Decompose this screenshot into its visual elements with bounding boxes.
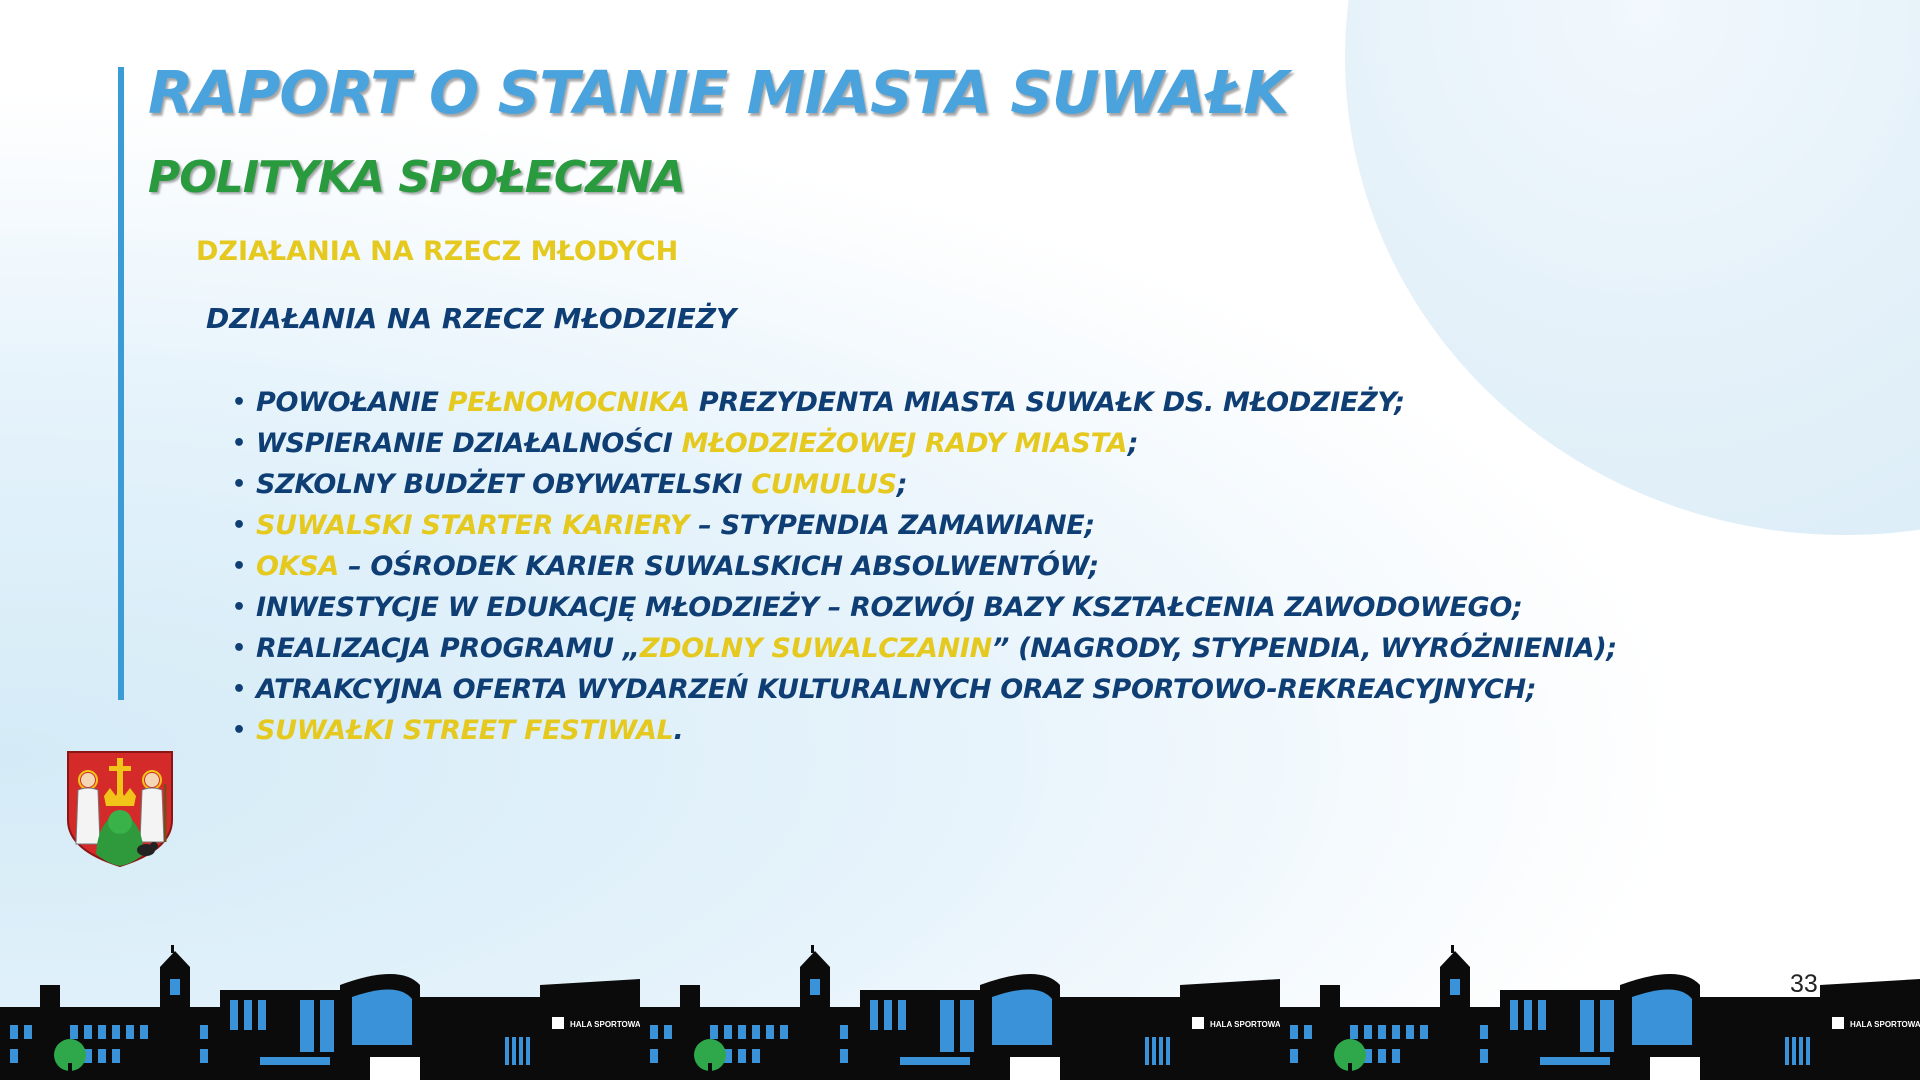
bullet-dot: • — [232, 718, 246, 743]
bullet-item — [230, 587, 1617, 628]
city-skyline-icon — [0, 945, 1920, 1080]
bullet-item — [230, 382, 1617, 423]
bullet-text: – OŚRODEK KARIER SUWALSKICH ABSOLWENTÓW; — [339, 551, 1099, 582]
bullet-item — [230, 423, 1617, 464]
slide-title: RAPORT O STANIE MIASTA SUWAŁK — [148, 58, 1289, 127]
bullet-highlight: SUWALSKI STARTER KARIERY — [256, 510, 690, 541]
bullet-text: PREZYDENTA MIASTA SUWAŁK DS. MŁODZIEŻY; — [689, 387, 1405, 418]
bullet-text: ; — [896, 469, 908, 500]
bullet-dot: • — [232, 431, 246, 456]
coat-of-arms-icon — [66, 750, 174, 868]
bullet-item — [230, 628, 1617, 669]
slide-subtitle: POLITYKA SPOŁECZNA — [148, 152, 685, 203]
bullet-item — [230, 464, 1617, 505]
bullet-text: . — [673, 715, 684, 746]
bullet-text: ; — [1127, 428, 1139, 459]
bullet-dot: • — [232, 554, 246, 579]
bullet-text: – STYPENDIA ZAMAWIANE; — [689, 510, 1095, 541]
bullet-text: INWESTYCJE W EDUKACJĘ MŁODZIEŻY – ROZWÓJ BAZY KSZTAŁCENIA ZAWODOWEGO; — [256, 592, 1523, 623]
bullet-dot: • — [232, 595, 246, 620]
section-subheading: DZIAŁANIA NA RZECZ MŁODZIEŻY — [206, 302, 737, 335]
bullet-text: POWOŁANIE — [256, 387, 448, 418]
bullet-dot: • — [232, 472, 246, 497]
bullet-highlight: OKSA — [256, 551, 340, 582]
bullet-item — [230, 505, 1617, 546]
bullet-highlight: SUWAŁKI STREET FESTIWAL — [256, 715, 674, 746]
bullet-text: REALIZACJA PROGRAMU „ — [256, 633, 640, 664]
page-number: 33 — [1790, 970, 1818, 998]
bullet-dot: • — [232, 390, 246, 415]
bullet-item — [230, 710, 1617, 751]
bullet-highlight: ZDOLNY SUWALCZANIN — [639, 633, 992, 664]
bullet-text: ” (NAGRODY, STYPENDIA, WYRÓŻNIENIA); — [991, 633, 1617, 664]
bullet-highlight: PEŁNOMOCNIKA — [447, 387, 690, 418]
bullet-text: WSPIERANIE DZIAŁALNOŚCI — [256, 428, 682, 459]
bullet-highlight: MŁODZIEŻOWEJ RADY MIASTA — [681, 428, 1128, 459]
bullet-dot: • — [232, 513, 246, 538]
bullet-item — [230, 546, 1617, 587]
accent-vertical-bar — [118, 67, 124, 700]
bullet-list — [230, 382, 1617, 751]
bullet-dot: • — [232, 677, 246, 702]
bullet-text: SZKOLNY BUDŻET OBYWATELSKI — [256, 469, 752, 500]
bullet-dot: • — [232, 636, 246, 661]
bullet-highlight: CUMULUS — [751, 469, 897, 500]
bullet-item — [230, 669, 1617, 710]
bullet-text: ATRAKCYJNA OFERTA WYDARZEŃ KULTURALNYCH ORAZ SPORTOWO-REKREACYJNYCH; — [256, 674, 1537, 705]
section-heading: DZIAŁANIA NA RZECZ MŁODYCH — [196, 236, 679, 267]
